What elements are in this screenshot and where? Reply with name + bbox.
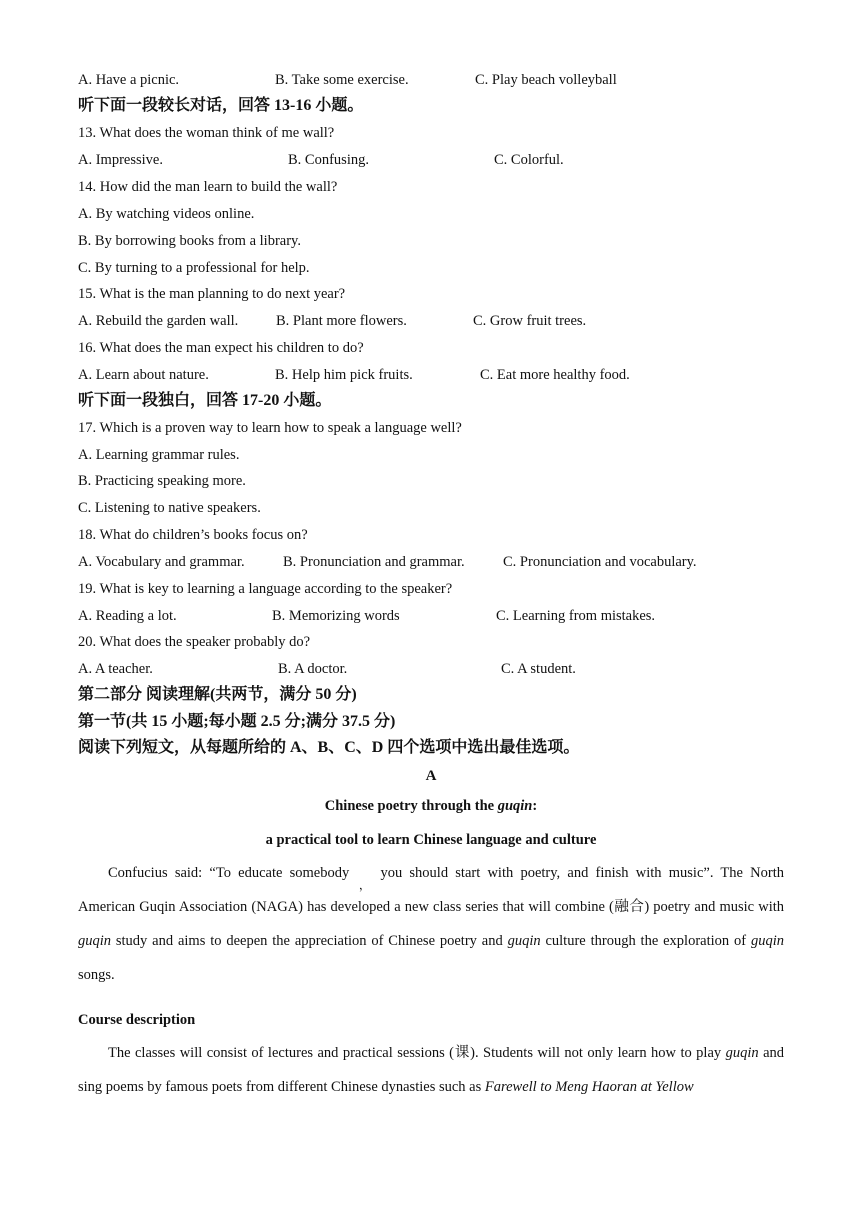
q20-option-c: C. A student. bbox=[501, 661, 576, 677]
q19-option-a: A. Reading a lot. bbox=[78, 608, 177, 624]
q20-stem: 20. What does the speaker probably do? bbox=[78, 634, 311, 650]
q13-stem: 13. What does the woman think of me wall? bbox=[78, 125, 335, 141]
q16-option-b: B. Help him pick fruits. bbox=[275, 367, 413, 383]
q13-option-c: C. Colorful. bbox=[494, 152, 564, 168]
part2-title: 第二部分 阅读理解(共两节，满分 50 分) bbox=[78, 686, 357, 703]
q18-option-a: A. Vocabulary and grammar. bbox=[78, 554, 245, 570]
passage-subtitle: a practical tool to learn Chinese language and culture bbox=[265, 832, 597, 848]
passage-paragraph-1: Confucius said: “To educate somebody$_,$you should start with poetry, and finish with music”. The North American Guqin Association (NAGA) has developed a new class series that will combine (融合) poetry and music with guqin study and aims to deepen the appreciation of Chinese poetry and guqin culture through the exploration of guqin songs. bbox=[78, 865, 784, 983]
q18-stem: 18. What do children’s books focus on? bbox=[78, 527, 308, 543]
q20-option-a: A. A teacher. bbox=[78, 661, 153, 677]
course-description-heading: Course description bbox=[78, 1012, 196, 1028]
q14-option-a: A. By watching videos online. bbox=[78, 206, 255, 222]
q15-option-b: B. Plant more flowers. bbox=[276, 313, 407, 329]
q12-option-c: C. Play beach volleyball bbox=[475, 72, 617, 88]
q14-stem: 14. How did the man learn to build the wall? bbox=[78, 179, 338, 195]
section-heading-13-16: 听下面一段较长对话，回答 13-16 小题。 bbox=[78, 97, 364, 114]
q17-option-a: A. Learning grammar rules. bbox=[78, 447, 240, 463]
q15-option-c: C. Grow fruit trees. bbox=[473, 313, 587, 329]
q18-option-b: B. Pronunciation and grammar. bbox=[283, 554, 465, 570]
q17-option-c: C. Listening to native speakers. bbox=[78, 500, 261, 516]
part2-instructions: 阅读下列短文，从每题所给的 A、B、C、D 四个选项中选出最佳选项。 bbox=[78, 739, 580, 756]
q16-stem: 16. What does the man expect his children to do? bbox=[78, 340, 364, 356]
q17-stem: 17. Which is a proven way to learn how to speak a language well? bbox=[78, 420, 462, 436]
q13-option-b: B. Confusing. bbox=[288, 152, 369, 168]
q15-stem: 15. What is the man planning to do next year? bbox=[78, 286, 346, 302]
passage-title: Chinese poetry through the guqin: bbox=[324, 798, 538, 814]
part2-section1-title: 第一节(共 15 小题;每小题 2.5 分;满分 37.5 分) bbox=[78, 713, 396, 730]
q17-option-b: B. Practicing speaking more. bbox=[78, 473, 246, 489]
passage-paragraph-2: The classes will consist of lectures and practical sessions (课). Students will not only learn how to play guqin and sing poems by famous poets from different Chinese dynasties such as Farewell to Meng Haoran at Yellow bbox=[78, 1045, 785, 1095]
q12-option-b: B. Take some exercise. bbox=[275, 72, 409, 88]
q18-option-c: C. Pronunciation and vocabulary. bbox=[503, 554, 697, 570]
q16-option-c: C. Eat more healthy food. bbox=[480, 367, 630, 383]
section-heading-17-20: 听下面一段独白，回答 17-20 小题。 bbox=[78, 392, 332, 409]
q19-option-b: B. Memorizing words bbox=[272, 608, 400, 624]
q20-option-b: B. A doctor. bbox=[278, 661, 348, 677]
q19-stem: 19. What is key to learning a language according to the speaker? bbox=[78, 581, 453, 597]
q16-option-a: A. Learn about nature. bbox=[78, 367, 209, 383]
q19-option-c: C. Learning from mistakes. bbox=[496, 608, 656, 624]
passage-letter: A bbox=[425, 768, 437, 784]
q13-option-a: A. Impressive. bbox=[78, 152, 163, 168]
q14-option-c: C. By turning to a professional for help. bbox=[78, 260, 310, 276]
q12-option-a: A. Have a picnic. bbox=[78, 72, 180, 88]
q14-option-b: B. By borrowing books from a library. bbox=[78, 233, 301, 249]
q15-option-a: A. Rebuild the garden wall. bbox=[78, 313, 239, 329]
